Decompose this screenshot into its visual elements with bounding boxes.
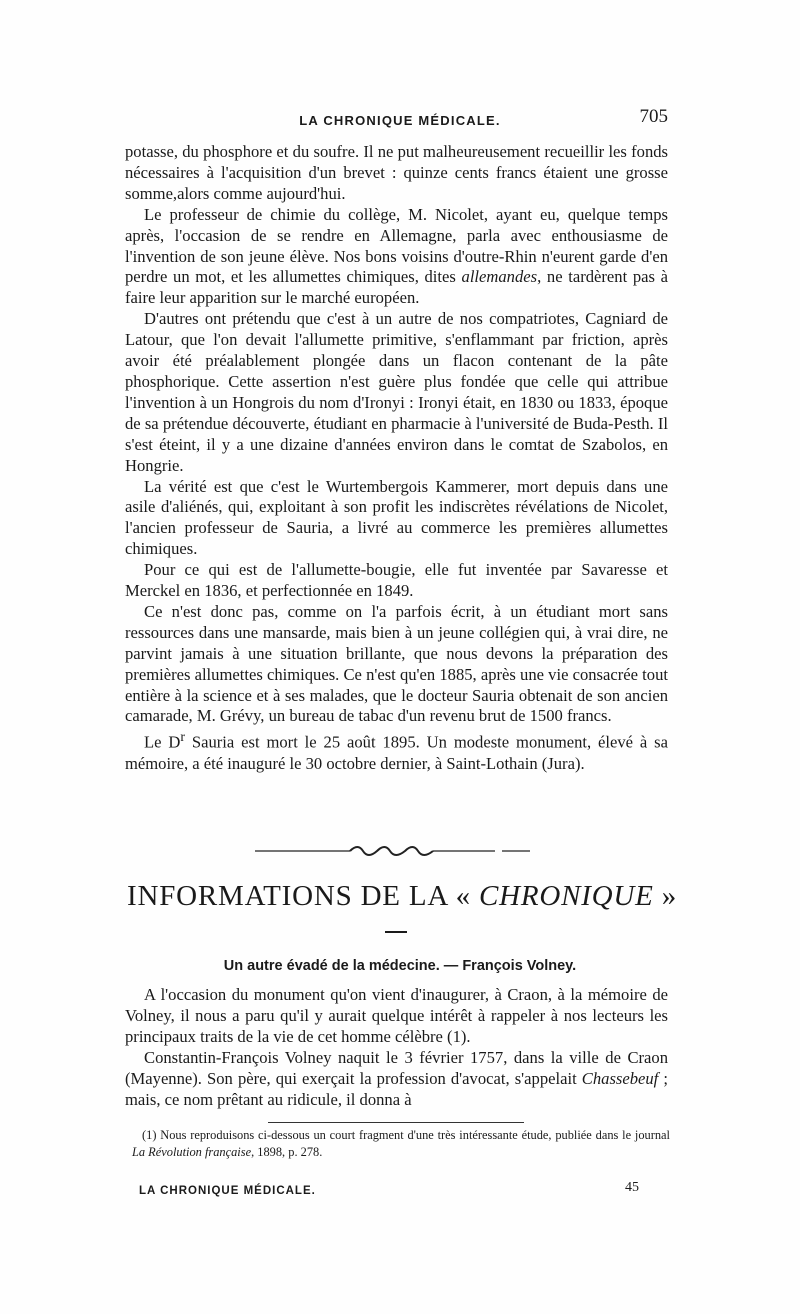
footnote-rule (268, 1122, 524, 1123)
section-heading (127, 880, 677, 913)
footnote-text (132, 1127, 670, 1161)
heading-text: INFORMATIONS DE LA « (127, 880, 479, 912)
paragraph (125, 1048, 668, 1111)
signature-mark: 45 (625, 1180, 639, 1195)
italic-term: allemandes (461, 267, 538, 287)
ornament-divider (255, 839, 530, 861)
text-run: , ne tardèrent pas à faire leur apparition sur le marché européen. (125, 267, 669, 308)
paragraph: Ce n'est donc pas, comme on l'a parfois écrit, à un étudiant mort sans ressources dans une mansarde, mais bien à un jeune collégien qui, à vrai dire, ne parvint jamais à une situation brillante, que nous devons la préparation des premières allumettes chimiques. Ce n'est qu'en 1885, après une vie consacrée tout entière à la science et à ses malades, que le docteur Sauria obtenait de son ancien camarade, M. Grévy, un bureau de tabac d'un revenu brut de 1500 francs. (125, 601, 668, 726)
paragraph: La vérité est que c'est le Wurtembergois Kammerer, mort depuis dans une asile d'aliénés, qui, exploitant à son profit les indiscrètes révélations de Nicolet, l'ancien professeur de Sauria, a livré au commerce les premières allumettes chimiques. (125, 476, 668, 559)
text-run: Le professeur de chimie du collège, M. Nicolet, ayant eu, quelque temps après, l'occasion de se rendre en Allemagne, parla avec enthousiasme de l'invention de son jeune élève. Nos bons voisins d'outre-Rhin n'eurent garde d'en perdre un mot, et les allumettes chimiques, dites (125, 204, 668, 287)
continued-article (125, 142, 668, 775)
text-run: Constantin-François Volney naquit le 3 février 1757, dans la ville de Craon (Mayenne). Son père, qui exerçait la profession d'avocat, s'appelait (125, 1047, 668, 1088)
page-number: 705 (639, 106, 668, 127)
paragraph: potasse, du phosphore et du soufre. Il ne put malheureusement recueillir les fonds nécessaires à l'acquisition d'un brevet : quinze cents francs étaient une grosse somme,alors comme aujourd'hui. (125, 142, 668, 203)
article-title: Un autre évadé de la médecine. — François Volney. (223, 958, 577, 974)
footer-title: LA CHRONIQUE MÉDICALE. (139, 1185, 316, 1197)
text-run: Le D (144, 732, 181, 752)
paragraph: D'autres ont prétendu que c'est à un autre de nos compatriotes, Cagniard de Latour, que l'on devait l'allumette primitive, s'enflammant par friction, après avoir été préalablement plongée dans un flacon contenant de la pâte phosphorique. Cette assertion n'est guère plus fondée que celle qui attribue l'invention à un Hongrois du nom d'Ironyi : Ironyi était, en 1830 ou 1833, époque de sa prétendue découverte, étudiant en pharmacie à l'université de Buda-Pesth. Il s'est éteint, il y a une dizaine d'années environ dans le comtat de Szabolos, en Hongrie. (125, 309, 668, 475)
paragraph: Pour ce qui est de l'allumette-bougie, elle fut inventée par Savaresse et Merckel en 1836, et perfectionnée en 1849. (125, 560, 668, 601)
text-run: ; mais, ce nom prêtant au ridicule, il donna à (125, 1068, 668, 1109)
heading-dash (385, 931, 407, 933)
text-run: Sauria est mort le 25 août 1895. Un modeste monument, élevé à sa mémoire, a été inauguré le 30 octobre dernier, à Saint-Lothain (Jura). (125, 732, 668, 773)
paragraph (125, 727, 668, 774)
heading-italic: CHRONIQUE (478, 880, 654, 912)
superscript: r (180, 729, 185, 745)
running-header-title: LA CHRONIQUE MÉDICALE. (299, 113, 501, 128)
text-run: , 1898, p. 278. (251, 1145, 323, 1159)
paragraph (125, 205, 668, 310)
heading-text: » (653, 880, 678, 912)
paragraph: A l'occasion du monument qu'on vient d'inaugurer, à Craon, à la mémoire de Volney, il nous a paru qu'il y aurait quelque intérêt à rappeler à nos lecteurs les principaux traits de la vie de cet homme célèbre (1). (125, 985, 668, 1046)
footnote (132, 1127, 670, 1161)
italic-term: Chassebeuf (581, 1068, 659, 1088)
text-run: (1) Nous reproduisons ci-dessous un court fragment d'une très intéressante étude, publiée dans le journal (142, 1128, 670, 1142)
article-body (125, 985, 668, 1110)
italic-title: La Révolution française (132, 1145, 252, 1159)
